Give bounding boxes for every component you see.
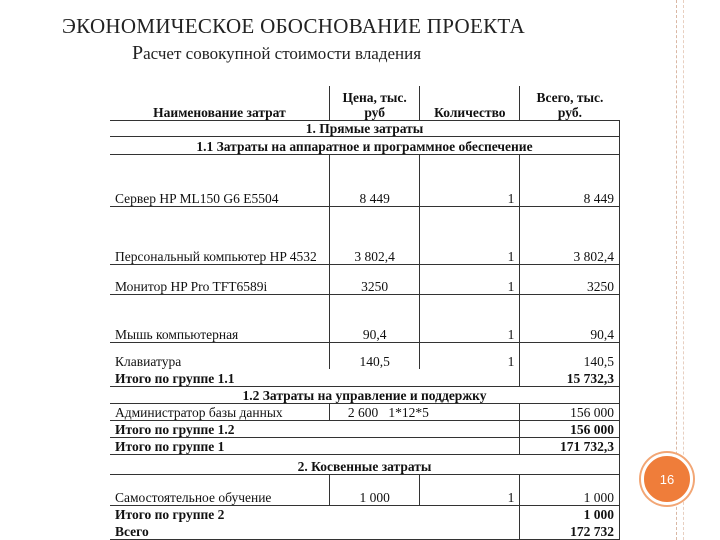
item-total: 3250 (520, 264, 620, 294)
subtotal-2-value: 1 000 (520, 505, 620, 522)
item-qty: 1 (420, 154, 520, 206)
item-name: Мышь компьютерная (110, 294, 329, 342)
section-2-title: 2. Косвенные затраты (110, 454, 620, 474)
subtotal-2-label: Итого по группе 2 (110, 505, 520, 522)
section-row (110, 120, 620, 136)
grand-total-label: Всего (110, 522, 520, 539)
item-total: 140,5 (520, 342, 620, 369)
slide-title: ЭКОНОМИЧЕСКОЕ ОБОСНОВАНИЕ ПРОЕКТА (62, 14, 525, 38)
subtitle-rest: асчет совокупной стоимости владения (143, 44, 422, 63)
item-name: Монитор HP Pro TFT6589i (110, 264, 329, 294)
table-header-row (110, 86, 620, 120)
grand-total-value: 172 732 (520, 522, 620, 539)
item-name: Администратор базы данных (110, 403, 329, 420)
page-number-badge: 16 (641, 453, 693, 505)
item-total: 3 802,4 (520, 206, 620, 264)
item-name: Самостоятельное обучение (110, 474, 329, 505)
subtotal-1-1-value: 15 732,3 (520, 369, 620, 386)
item-name: Клавиатура (110, 342, 329, 369)
item-price: 3250 (329, 264, 419, 294)
subtotal-row (110, 437, 620, 454)
slide-subtitle (132, 42, 421, 65)
item-qty: 1 (420, 264, 520, 294)
item-qty: 1 (420, 294, 520, 342)
table-row (110, 342, 620, 369)
item-qty: 1 (420, 342, 520, 369)
subtotal-1-2-label: Итого по группе 1.2 (110, 420, 520, 437)
subtotal-1-1-label: Итого по группе 1.1 (110, 369, 520, 386)
table-row (110, 264, 620, 294)
subtotal-row (110, 369, 620, 386)
group-1-2-title: 1.2 Затраты на управление и поддержку (110, 386, 620, 403)
table-row (110, 294, 620, 342)
item-total: 156 000 (520, 403, 620, 420)
group-1-1-title: 1.1 Затраты на аппаратное и программное обеспечение (110, 136, 620, 154)
section-row (110, 454, 620, 474)
table-row (110, 206, 620, 264)
item-qty: 1 (420, 206, 520, 264)
section-1-title: 1. Прямые затраты (110, 120, 620, 136)
table-row (110, 474, 620, 505)
table-row (110, 403, 620, 420)
subtotal-row (110, 420, 620, 437)
item-qty: 1 (420, 474, 520, 505)
header-total: Всего, тыс. руб. (520, 86, 620, 120)
subtotal-row (110, 505, 620, 522)
item-price: 1 000 (329, 474, 419, 505)
item-price: 3 802,4 (329, 206, 419, 264)
grand-total-row (110, 522, 620, 539)
item-price: 140,5 (329, 342, 419, 369)
item-price-qty (329, 403, 519, 420)
subtotal-1-2-value: 156 000 (520, 420, 620, 437)
group-row (110, 386, 620, 403)
item-qty: 1*12*5 (388, 404, 429, 420)
subtotal-1-label: Итого по группе 1 (110, 437, 520, 454)
item-total: 1 000 (520, 474, 620, 505)
header-qty: Количество (420, 86, 520, 120)
header-price: Цена, тыс. руб (329, 86, 419, 120)
item-price: 8 449 (329, 154, 419, 206)
item-name: Сервер HP ML150 G6 E5504 (110, 154, 329, 206)
item-total: 90,4 (520, 294, 620, 342)
subtotal-1-value: 171 732,3 (520, 437, 620, 454)
item-price: 90,4 (329, 294, 419, 342)
cost-table (110, 86, 620, 540)
header-name: Наименование затрат (110, 86, 329, 120)
subtitle-initial: Р (132, 42, 144, 64)
table-row (110, 154, 620, 206)
item-price: 2 600 (347, 404, 379, 420)
item-name: Персональный компьютер HP 4532 (110, 206, 329, 264)
group-row (110, 136, 620, 154)
item-total: 8 449 (520, 154, 620, 206)
